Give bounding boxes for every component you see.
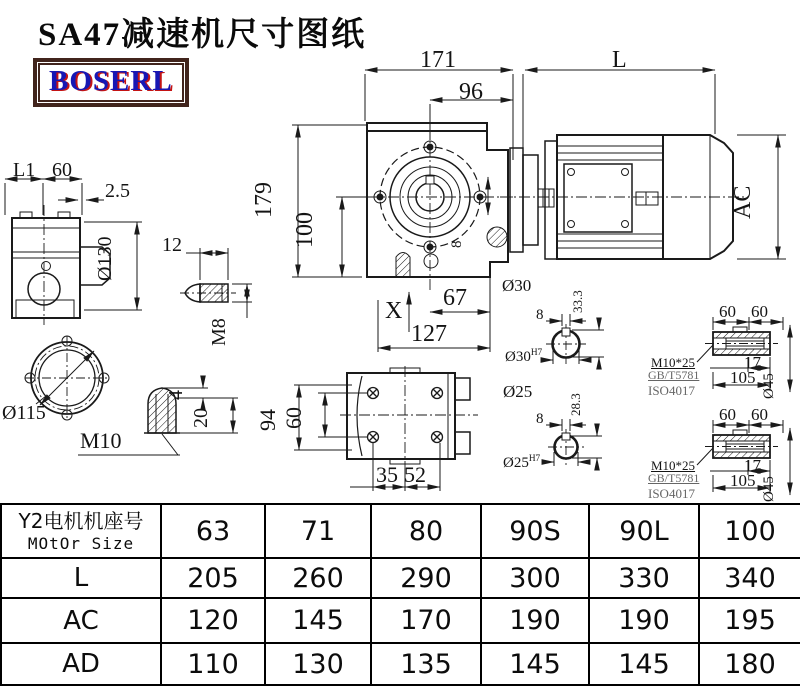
dim-label: 60 (719, 302, 736, 321)
dim-label: 4 (165, 390, 187, 400)
dim-label: GB/T5781 (648, 471, 700, 485)
dim-label: 67 (443, 285, 467, 311)
dim-label: 171 (420, 47, 456, 73)
table-cell: 145 (481, 643, 589, 685)
dim-label: L1 (13, 159, 36, 181)
dim-label: 28.3 (568, 393, 583, 416)
table-header-en: MOtOr Size (27, 533, 135, 553)
dim-label: 12 (162, 234, 182, 256)
dim-label: M10*25 (651, 458, 696, 473)
dim-label: Ø130 (94, 236, 116, 281)
table-cell: 130 (265, 643, 371, 685)
table-cell: 135 (371, 643, 481, 685)
dim-label: M10*25 (651, 355, 696, 370)
dim-label: 8 (536, 411, 544, 427)
motor-size-table (0, 503, 800, 686)
dim-label: $Ø25^{H7}$ (503, 454, 541, 471)
table-row (1, 643, 800, 685)
table-cell: 340 (699, 558, 800, 598)
table-cell: 180 (699, 643, 800, 685)
table-row-label: AD (1, 643, 161, 685)
dim-label: $Ø30^{H7}$ (505, 348, 543, 365)
dim-label: X (385, 298, 403, 324)
dim-label: Ø45 (761, 373, 777, 399)
dim-label: 60 (719, 405, 736, 424)
motor-size-table-wrap (0, 503, 800, 684)
dim-label: ISO4017 (648, 383, 695, 398)
dim-label: Ø25 (503, 382, 533, 401)
table-cell: 170 (371, 598, 481, 643)
dim-label: M8 (208, 318, 230, 346)
dim-label: 127 (411, 321, 447, 347)
dim-label: AC (730, 185, 756, 219)
dim-label: M10 (80, 428, 122, 453)
dim-label: 94 (255, 409, 280, 431)
dim-label: 179 (251, 182, 277, 218)
table-row (1, 598, 800, 643)
dim-label: 60 (751, 405, 768, 424)
table-cell: 145 (589, 643, 699, 685)
table-cell: 190 (481, 598, 589, 643)
table-row-label: AC (1, 598, 161, 643)
dim-label: 2.5 (105, 180, 130, 202)
dim-label: Ø30 (502, 276, 532, 295)
dim-label: 17 (744, 353, 761, 372)
dim-label: 60 (281, 407, 306, 429)
table-row (1, 558, 800, 598)
table-header-motor-size (1, 504, 161, 558)
table-column-header: 100 (699, 504, 800, 558)
table-cell: 190 (589, 598, 699, 643)
page-title: SA47减速机尺寸图纸 (38, 17, 367, 53)
table-cell: 205 (161, 558, 265, 598)
table-cell: 300 (481, 558, 589, 598)
dim-label: 96 (459, 79, 483, 105)
dim-label: 100 (292, 212, 318, 248)
dim-label: 105 (730, 471, 756, 490)
dim-label: 33.3 (570, 290, 585, 313)
table-row-label: L (1, 558, 161, 598)
dim-label: 8 (449, 240, 465, 248)
dim-label: 20 (190, 408, 212, 428)
table-cell: 195 (699, 598, 800, 643)
brand-logo-text: BOSERL (49, 65, 173, 97)
table-cell: 145 (265, 598, 371, 643)
table-cell: 330 (589, 558, 699, 598)
table-column-header: 90L (589, 504, 699, 558)
table-cell: 260 (265, 558, 371, 598)
dim-label: GB/T5781 (648, 368, 700, 382)
table-column-header: 90S (481, 504, 589, 558)
table-cell: 110 (161, 643, 265, 685)
dim-label: L (612, 47, 627, 73)
dim-label: 105 (730, 368, 756, 387)
dim-label: 8 (536, 307, 544, 323)
dim-label: 52 (404, 462, 426, 487)
table-cell: 290 (371, 558, 481, 598)
dim-label: Ø115 (2, 402, 46, 424)
table-column-header: 80 (371, 504, 481, 558)
table-column-header: 71 (265, 504, 371, 558)
table-cell: 120 (161, 598, 265, 643)
motor-size-table-body (1, 504, 800, 685)
dim-label: ISO4017 (648, 486, 695, 501)
table-header-cn: Y2电机机座号 (18, 508, 144, 533)
dim-label: Ø45 (761, 476, 777, 502)
table-column-header: 63 (161, 504, 265, 558)
dim-label: 60 (751, 302, 768, 321)
dim-label: 60 (52, 159, 72, 181)
dim-label: 17 (744, 456, 761, 475)
dim-label: 35 (376, 462, 398, 487)
